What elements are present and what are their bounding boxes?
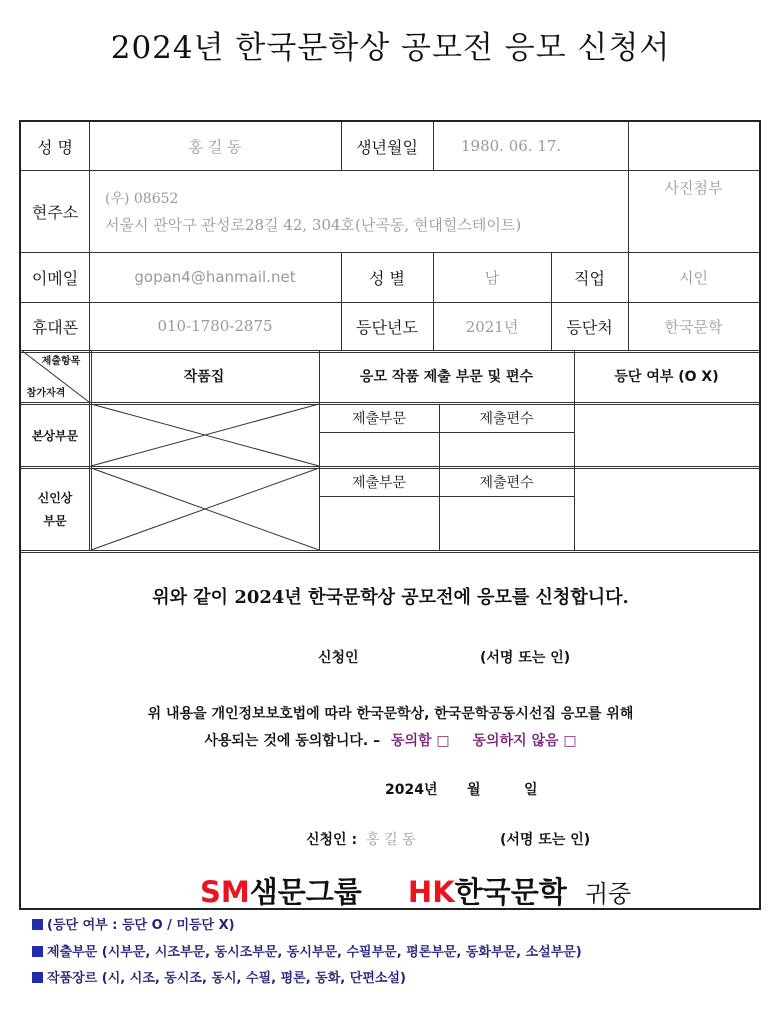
sign-label: (서명 또는 인): [480, 650, 571, 666]
col-header-collection: 작품집: [183, 369, 225, 385]
org2-prefix: HK: [407, 875, 455, 909]
note-1: [32, 914, 235, 933]
org2-name: 한국문학: [454, 875, 567, 909]
main-count-input[interactable]: [439, 433, 574, 466]
job-field[interactable]: 시인: [679, 268, 708, 287]
applicant2-row: [306, 829, 416, 849]
col-header-debut: 등단 여부 (O X): [614, 369, 719, 385]
debut-year-field[interactable]: 2021년: [465, 317, 519, 336]
name-label: 성 명: [37, 137, 73, 157]
corner-top-label: 제출항목: [41, 355, 81, 367]
birth-label: 생년월일: [356, 137, 418, 157]
consent-line1: 위 내용을 개인정보보호법에 따라 한국문학상, 한국문학공동시선집 응모를 위해: [147, 706, 634, 722]
gender-field[interactable]: 남: [484, 268, 500, 287]
new-debut-input[interactable]: [574, 468, 759, 550]
debut-place-label: 등단처: [566, 317, 613, 337]
note-3: [32, 967, 406, 986]
address-field[interactable]: [89, 170, 628, 252]
declaration-text: 위와 같이 2024년 한국문학상 공모전에 응모를 신청합니다.: [152, 587, 629, 608]
address-street: 서울시 관악구 관성로28길 42, 304호(난곡동, 현대힐스테이트): [105, 215, 522, 234]
email-label: 이메일: [31, 268, 79, 288]
sub-category-label-2: 제출부문: [351, 475, 407, 491]
gender-label: 성 별: [369, 268, 405, 288]
sign-label2: (서명 또는 인): [500, 832, 591, 848]
note-3-text: 작품장르 (시, 시조, 동시조, 동시, 수필, 평론, 동화, 단편소설): [47, 971, 406, 986]
birth-field[interactable]: 1980. 06. 17.: [461, 137, 562, 155]
date-month: 월: [467, 782, 481, 798]
date-year: 2024년: [385, 782, 438, 798]
applicant-label: 신청인: [318, 650, 359, 666]
org-suffix: 귀중: [584, 880, 632, 908]
sub-count-label: 제출편수: [479, 411, 534, 427]
new-count-input[interactable]: [439, 497, 574, 550]
debut-place-field[interactable]: 한국문학: [664, 317, 723, 336]
consent-line2: [0, 730, 781, 750]
organizer-line: [200, 870, 631, 911]
org1-prefix: SM: [200, 875, 250, 909]
disagree-checkbox[interactable]: 동의하지 않음 □: [472, 733, 577, 749]
address-postal: (우) 08652: [105, 190, 179, 207]
address-label: 현주소: [31, 202, 79, 222]
note-1-text: (등단 여부 : 등단 O / 미등단 X): [47, 918, 235, 933]
org1-name: 샘문그룹: [249, 875, 362, 909]
row-header-new-award-line1: 신인상: [37, 491, 73, 505]
debut-year-label: 등단년도: [356, 317, 418, 337]
note-2: [32, 941, 582, 960]
sub-category-label: 제출부문: [351, 411, 407, 427]
note-bullet-icon: [32, 919, 43, 930]
note-bullet-icon: [32, 946, 43, 957]
col-header-submission: 응모 작품 제출 부문 및 편수: [359, 369, 534, 385]
sub-count-label-2: 제출편수: [479, 475, 534, 491]
email-field[interactable]: gopan4@hanmail.net: [134, 268, 296, 286]
applicant2-label: 신청인 :: [306, 832, 358, 848]
note-2-text: 제출부문 (시부문, 시조부문, 동시조부문, 동시부문, 수필부문, 평론부문, 동화부문, 소설부문): [47, 945, 582, 960]
note-bullet-icon: [32, 972, 43, 983]
page-title: 2024년 한국문학상 공모전 응모 신청서: [110, 30, 671, 66]
applicant2-name[interactable]: 홍 길 동: [366, 832, 416, 848]
job-label: 직업: [574, 268, 605, 288]
main-category-input[interactable]: [319, 433, 439, 466]
main-debut-input[interactable]: [574, 404, 759, 466]
row-header-new-award-line2: 부문: [43, 514, 67, 528]
phone-label: 휴대폰: [31, 317, 79, 337]
name-field[interactable]: 홍 길 동: [188, 137, 242, 156]
agree-checkbox[interactable]: 동의함 □: [390, 733, 450, 749]
new-category-input[interactable]: [319, 497, 439, 550]
photo-area[interactable]: 사진첨부: [664, 178, 723, 197]
date-day: 일: [524, 782, 538, 798]
corner-bottom-label: 참가자격: [26, 387, 66, 399]
row-header-new-award: [21, 468, 89, 550]
consent-line2-text: 사용되는 것에 동의합니다. –: [204, 733, 381, 749]
phone-field[interactable]: 010-1780-2875: [157, 317, 273, 335]
row-header-main-award: 본상부문: [31, 428, 79, 443]
